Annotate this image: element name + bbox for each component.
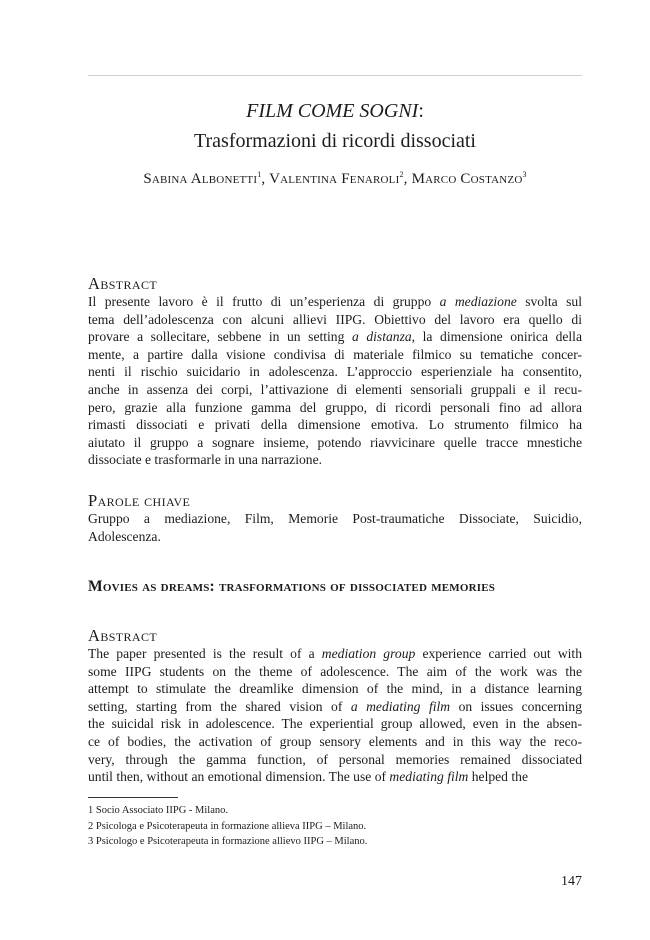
title-line-1: FILM COME SOGNI: <box>246 100 424 122</box>
keywords-it-text <box>88 510 582 545</box>
text-line: some IIPG students on the theme of adolescence. The aim of the work was the <box>88 663 582 679</box>
text-line: until then, without an emotional dimension. The use of mediating film helped the <box>88 769 528 785</box>
author-name: Sabina Albonetti <box>143 171 258 187</box>
text-line: Il presente lavoro è il frutto di un’esperienza di gruppo a mediazione svolta sul <box>88 294 582 309</box>
footnote: 3 Psicologo e Psicoterapeuta in formazione allievo IIPG – Milano. <box>88 836 368 847</box>
text-line: anche in assenza dei corpi, l’attivazione di elementi sensoriali gruppali e il recu- <box>88 381 582 397</box>
author-name: Marco Costanzo <box>411 171 523 187</box>
author-footnote-mark: 3 <box>522 170 527 179</box>
author-name: Valentina Fenaroli <box>269 171 400 187</box>
text-line: aiutato il gruppo a sognare insieme, potendo riavvicinare quelle tracce mnestiche <box>88 434 582 450</box>
header-rule <box>88 75 582 76</box>
text-line: the suicidal risk in adolescence. The experiential group allowed, even in the absen- <box>88 716 582 732</box>
text-line: ce of bodies, the activation of group sensory elements and in this way the reco- <box>88 733 582 749</box>
text-line: rimasti dissociati e privati della dimensione emotiva. Lo strumento filmico ha <box>88 417 582 433</box>
keywords-it-heading: Parole chiave <box>88 491 191 510</box>
text-line: very, through the gamma function, of personal memories remained dissociated <box>88 751 582 767</box>
text-line: provare a sollecitare, sebbene in un setting a distanza, la dimensione onirica della <box>88 329 582 345</box>
text-line: The paper presented is the result of a mediation group experience carried out with <box>88 646 582 661</box>
article-title <box>88 96 582 156</box>
abstract-en-text <box>88 645 582 786</box>
text-line: attempt to stimulate the dreamlike dimension of the mind, in a distance learning <box>88 681 582 697</box>
text-line: Adolescenza. <box>88 528 161 544</box>
footnotes <box>88 803 367 850</box>
english-title: Movies as dreams: trasformations of dissociated memories <box>88 578 496 595</box>
text-line: mente, a partire dalla visione condivisa di materiale filmico su tematiche concer- <box>88 346 582 362</box>
author-footnote-mark: 1 <box>257 170 262 179</box>
author-footnote-mark: 2 <box>399 170 404 179</box>
page-number: 147 <box>561 874 582 889</box>
title-line-2: Trasformazioni di ricordi dissociati <box>194 130 476 152</box>
text-line: Gruppo a mediazione, Film, Memorie Post-traumatiche Dissociate, Suicidio, <box>88 511 582 526</box>
author-list: Sabina Albonetti$^1$, Valentina Fenaroli$^2$, Marco Costanzo$^3$ <box>143 170 527 187</box>
footnote: 2 Psicologa e Psicoterapeuta in formazione allieva IIPG – Milano. <box>88 820 367 832</box>
abstract-it-heading: Abstract <box>88 274 158 293</box>
text-line: tema dell’adolescenza con alcuni allievi IIPG. Obiettivo del lavoro era quello di <box>88 311 582 327</box>
abstract-en-heading: Abstract <box>88 626 158 645</box>
text-line: dissociate e trasformarle in una narrazione. <box>88 452 323 468</box>
text-line: nenti il rischio suicidario in adolescenza. L’approccio esperienziale ha consentito, <box>88 364 582 380</box>
footnote-rule <box>88 797 178 798</box>
text-line: pero, grazie alla funzione gamma del gruppo, di ricordi personali fino ad allora <box>88 399 582 415</box>
footnote: 1 Socio Associato IIPG - Milano. <box>88 805 228 816</box>
abstract-it-text <box>88 293 582 469</box>
text-line: setting, starting from the shared vision of a mediating film on issues concerning <box>88 698 582 714</box>
